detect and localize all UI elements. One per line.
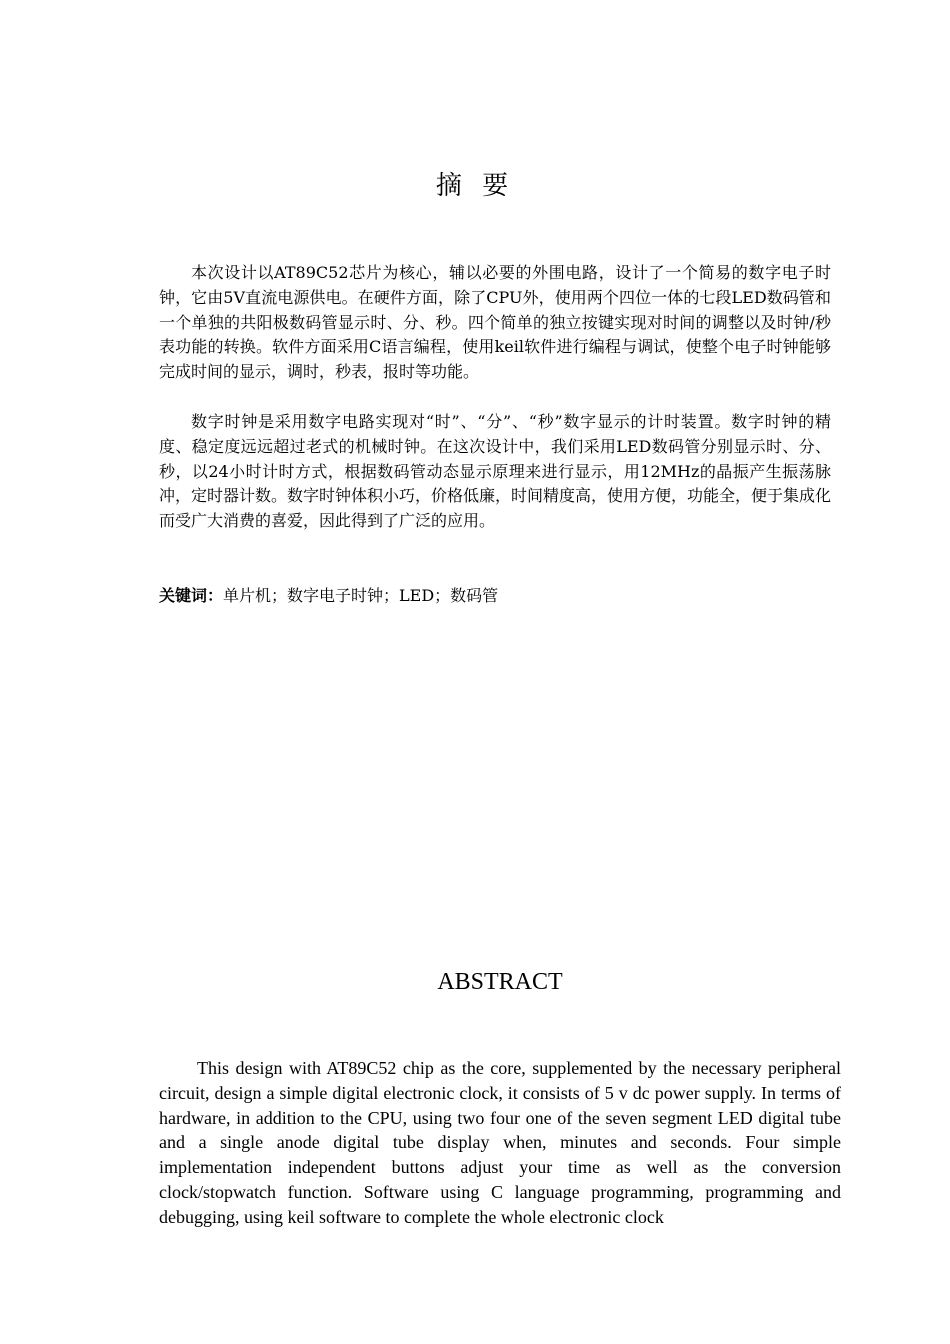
chinese-abstract-paragraph-2: 数字时钟是采用数字电路实现对“时”、“分”、“秒”数字显示的计时装置。数字时钟的精度、稳定度远远超过老式的机械时钟。在这次设计中，我们采用LED数码管分别显示时、分、秒，以24小时计时方式，根据数码管动态显示原理来进行显示，用12MHz的晶振产生振荡脉冲，定时器计数。数字时钟体积小巧，价格低廉，时间精度高，使用方便，功能全，便于集成化而受广大消费的喜爱，因此得到了广泛的应用。 bbox=[159, 412, 832, 531]
chinese-abstract-paragraph-1: 本次设计以AT89C52芯片为核心，辅以必要的外围电路，设计了一个简易的数字电子时钟，它由5V直流电源供电。在硬件方面，除了CPU外，使用两个四位一体的七段LED数码管和一个单独的共阳极数码管显示时、分、秒。四个简单的独立按键实现对时间的调整以及时钟/秒表功能的转换。软件方面采用C语言编程，使用keil软件进行编程与调试，使整个电子时钟能够完成时间的显示，调时，秒表，报时等功能。 bbox=[159, 263, 831, 382]
chinese-abstract-paragraph-2-block bbox=[159, 410, 831, 534]
english-abstract-paragraph-1: This design with AT89C52 chip as the core, supplemented by the necessary peripheral circuit, design a simple digital electronic clock, it consists of 5 v dc power supply. In terms of hardware, in addition to the CPU, using two four one of the seven segment LED digital tube and a single anode digital tube display when, minutes and seconds. Four simple implementation independent buttons adjust your time as well as the conversion clock/stopwatch function. Software using C language programming, programming and debugging, using keil software to complete the whole electronic clock bbox=[159, 1058, 841, 1227]
keywords-value: 单片机；数字电子时钟；LED；数码管 bbox=[223, 586, 499, 605]
keywords-label: 关键词： bbox=[159, 586, 224, 605]
keywords-line bbox=[159, 584, 831, 608]
chinese-abstract-title: 摘 要 bbox=[435, 171, 515, 201]
english-abstract-title: ABSTRACT bbox=[437, 969, 563, 995]
chinese-abstract-paragraph-1-block bbox=[159, 261, 831, 385]
